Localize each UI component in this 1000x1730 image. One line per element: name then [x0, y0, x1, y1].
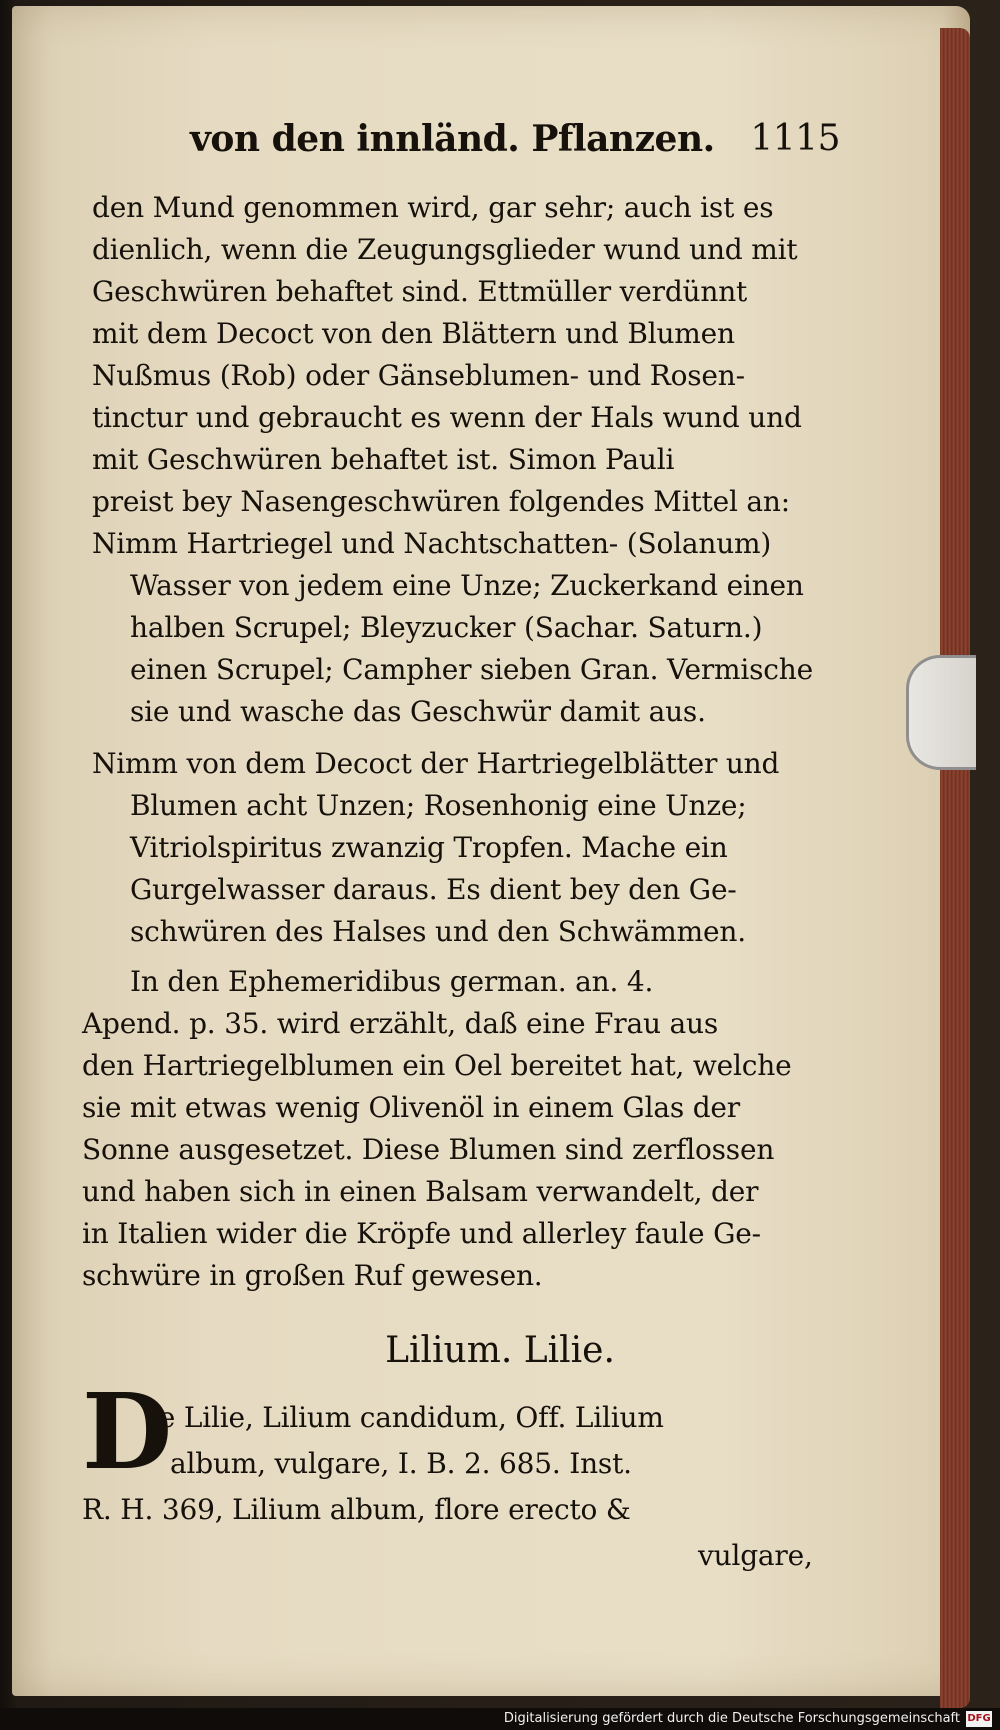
body-line: Apend. p. 35. wird erzählt, daß eine Frau aus — [82, 1007, 718, 1040]
body-line: tinctur und gebraucht es wenn der Hals wund und — [92, 401, 802, 434]
body-line: Sonne ausgesetzet. Diese Blumen sind zerflossen — [82, 1133, 775, 1166]
drop-cap: D — [82, 1370, 173, 1493]
body-line: dienlich, wenn die Zeugungsglieder wund und mit — [92, 233, 798, 266]
running-title: von den innländ. Pflanzen. — [190, 118, 715, 160]
body-line: den Mund genommen wird, gar sehr; auch ist es — [92, 191, 774, 224]
body-line: Nimm von dem Decoct der Hartriegelblätter und — [92, 747, 780, 780]
digitization-footer — [0, 1708, 1000, 1730]
body-line: schwüre in großen Ruf gewesen. — [82, 1259, 543, 1292]
dfg-logo: DFG — [966, 1711, 992, 1727]
body-line: Blumen acht Unzen; Rosenhonig eine Unze; — [130, 789, 747, 822]
body-line: den Hartriegelblumen ein Oel bereitet hat, welche — [82, 1049, 792, 1082]
digitization-note: Digitalisierung gefördert durch die Deutsche Forschungsgemeinschaft — [503, 1711, 960, 1726]
running-header — [190, 118, 840, 168]
body-line: mit dem Decoct von den Blättern und Blumen — [92, 317, 735, 350]
body-line: Vitriolspiritus zwanzig Tropfen. Mache ein — [130, 831, 728, 864]
body-line: Wasser von jedem eine Unze; Zuckerkand einen — [130, 569, 804, 602]
body-line: sie und wasche das Geschwür damit aus. — [130, 695, 706, 728]
body-line: schwüren des Halses und den Schwämmen. — [130, 915, 746, 948]
entry-line: ie Lilie, Lilium candidum, Off. Lilium — [150, 1401, 664, 1434]
body-line: Nimm Hartriegel und Nachtschatten- (Solanum) — [92, 527, 772, 560]
body-line: Gurgelwasser daraus. Es dient bey den Ge- — [130, 873, 737, 906]
body-line: Geschwüren behaftet sind. Ettmüller verdünnt — [92, 275, 748, 308]
entry-line: vulgare, — [698, 1539, 813, 1572]
body-line: einen Scrupel; Campher sieben Gran. Vermische — [130, 653, 813, 686]
entry-line: album, vulgare, I. B. 2. 685. Inst. — [170, 1447, 632, 1480]
body-line: halben Scrupel; Bleyzucker (Sachar. Saturn.) — [130, 611, 763, 644]
body-line: und haben sich in einen Balsam verwandelt, der — [82, 1175, 759, 1208]
entry-line: R. H. 369, Lilium album, flore erecto & — [82, 1493, 631, 1526]
section-heading: Lilium. Lilie. — [385, 1330, 615, 1371]
body-line: sie mit etwas wenig Olivenöl in einem Glas der — [82, 1091, 740, 1124]
body-line: in Italien wider die Kröpfe und allerley faule Ge- — [82, 1217, 761, 1250]
body-line: mit Geschwüren behaftet ist. Simon Pauli — [92, 443, 675, 476]
body-line: In den Ephemeridibus german. an. 4. — [130, 965, 654, 998]
page-number: 1115 — [750, 118, 840, 159]
body-line: Nußmus (Rob) oder Gänseblumen- und Rosen- — [92, 359, 745, 392]
body-line: preist bey Nasengeschwüren folgendes Mittel an: — [92, 485, 790, 518]
